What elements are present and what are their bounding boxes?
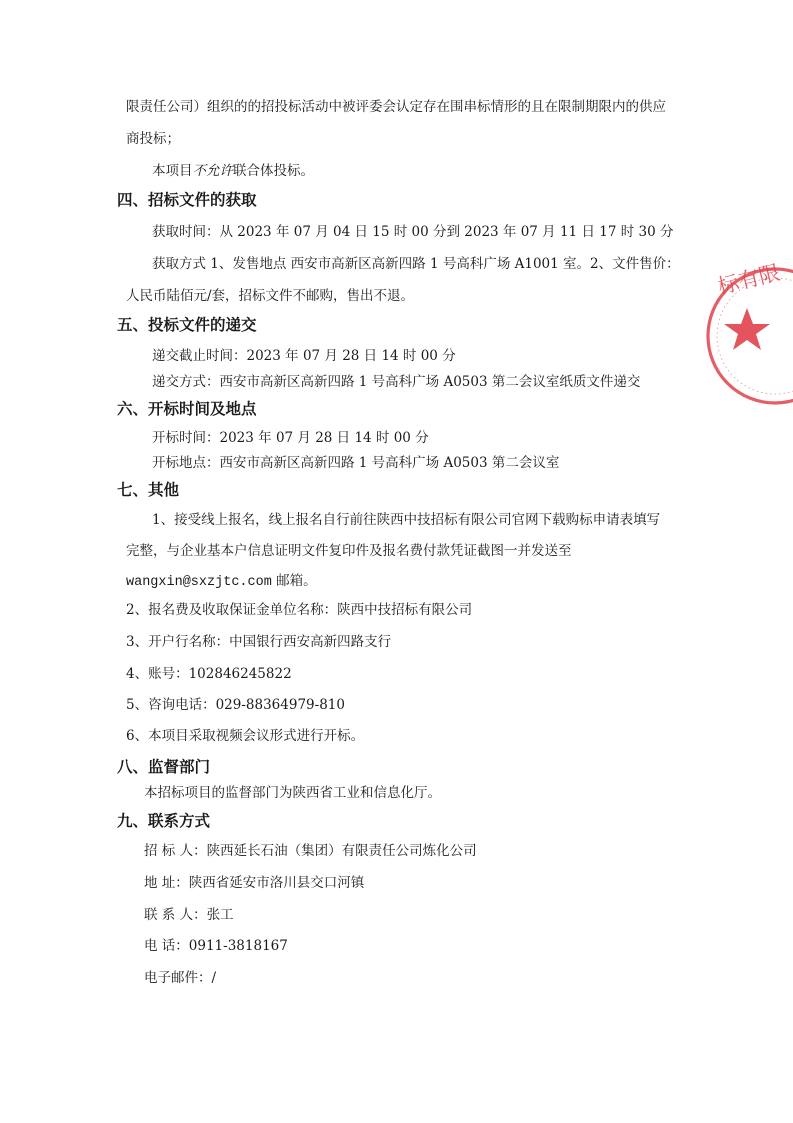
section-4-time: 获取时间：从 2023 年 07 月 04 日 15 时 00 分到 2023 年 07 月 11 日 17 时 30 分 xyxy=(152,224,674,240)
section-7-item-1-email-line xyxy=(126,573,317,591)
section-6-time: 开标时间：2023 年 07 月 28 日 14 时 00 分 xyxy=(152,430,429,446)
section-5-method: 递交方式：西安市高新区高新四路 1 号高科广场 A0503 第二会议室纸质文件递交 xyxy=(152,374,641,390)
contact-phone: 电 话：0911-3818167 xyxy=(144,938,288,954)
contact-tenderer: 招 标 人：陕西延长石油（集团）有限责任公司炼化公司 xyxy=(144,843,477,859)
consortium-post: 联合体投标。 xyxy=(233,163,314,179)
intro-line-2: 商投标； xyxy=(126,131,180,147)
seal-text: 标有限 xyxy=(715,260,783,299)
consortium-note xyxy=(152,163,314,179)
section-7-item-1-line-1: 1、接受线上报名，线上报名自行前往陕西中技招标有限公司官网下载购标申请表填写 xyxy=(152,512,661,528)
section-7-item-3: 3、开户行名称：中国银行西安高新四路支行 xyxy=(126,634,392,650)
section-7-item-5: 5、咨询电话：029-88364979-810 xyxy=(126,697,345,713)
section-6-heading: 六、开标时间及地点 xyxy=(117,400,257,418)
section-7-heading: 七、其他 xyxy=(117,481,180,499)
section-9-heading: 九、联系方式 xyxy=(117,812,211,830)
consortium-pre: 本项目 xyxy=(152,163,193,179)
contact-email-link[interactable]: wangxin@sxzjtc.com xyxy=(126,575,272,590)
seal-outer-ring xyxy=(708,269,793,403)
section-4-method-line-2: 人民币陆佰元/套，招标文件不邮购，售出不退。 xyxy=(126,288,415,304)
section-7-item-2: 2、报名费及收取保证金单位名称：陕西中技招标有限公司 xyxy=(126,602,473,618)
company-seal-stamp xyxy=(700,258,793,418)
seal-star-icon xyxy=(724,308,770,350)
section-7-item-6: 6、本项目采取视频会议形式进行开标。 xyxy=(126,728,365,744)
contact-email: 电子邮件：/ xyxy=(144,970,217,986)
section-5-deadline: 递交截止时间：2023 年 07 月 28 日 14 时 00 分 xyxy=(152,348,456,364)
contact-person: 联 系 人：张工 xyxy=(144,907,234,923)
intro-line-1: 限责任公司）组织的的招投标活动中被评委会认定存在围串标情形的且在限制期限内的供应 xyxy=(126,99,666,115)
email-suffix: 邮箱。 xyxy=(271,573,317,589)
section-7-item-4: 4、账号：102846245822 xyxy=(126,666,292,682)
seal-inner-ring xyxy=(717,278,793,394)
section-5-heading: 五、投标文件的递交 xyxy=(117,316,257,334)
contact-address: 地 址：陕西省延安市洛川县交口河镇 xyxy=(144,875,365,891)
section-8-heading: 八、监督部门 xyxy=(117,758,211,776)
section-4-method-line-1: 获取方式 1、发售地点 西安市高新区高新四路 1 号高科广场 A1001 室。2、文件售价： xyxy=(152,256,680,272)
section-6-place: 开标地点：西安市高新区高新四路 1 号高科广场 A0503 第二会议室 xyxy=(152,455,560,471)
section-4-heading: 四、招标文件的获取 xyxy=(117,191,257,209)
section-8-text: 本招标项目的监督部门为陕西省工业和信息化厅。 xyxy=(144,785,441,801)
section-7-item-1-line-2: 完整，与企业基本户信息证明文件复印件及报名费付款凭证截图一并发送至 xyxy=(126,543,572,559)
consortium-emphasis: 不允许 xyxy=(192,163,233,179)
